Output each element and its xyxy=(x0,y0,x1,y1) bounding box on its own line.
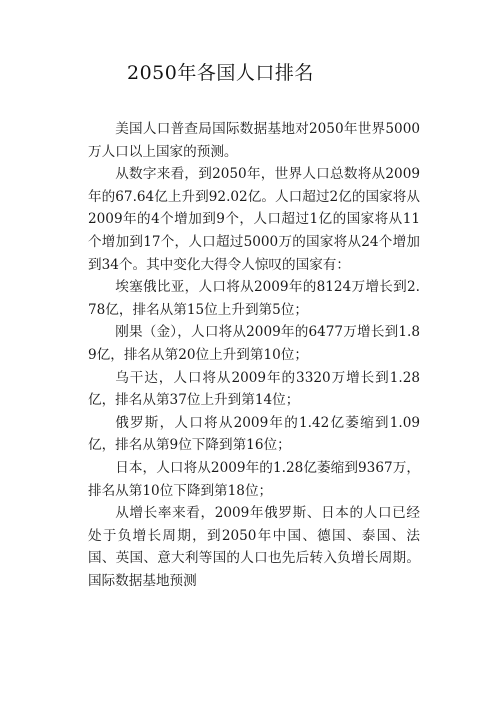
document-body xyxy=(88,118,420,592)
paragraph-ethiopia: 埃塞俄比亚，人口将从2009年的8124万增长到2.78亿，排名从第15位上升到第5位； xyxy=(88,279,420,318)
paragraph-japan: 日本，人口将从2009年的1.28亿萎缩到9367万，排名从第10位下降到第18位； xyxy=(88,459,420,499)
paragraph-congo: 刚果（金），人口将从2009年的6477万增长到1.89亿，排名从第20位上升到第10位； xyxy=(88,324,420,363)
paragraph-growth-rate: 从增长率来看，2009年俄罗斯、日本的人口已经处于负增长周期，到2050年中国、德国、泰国、法国、英国、意大利等国的人口也先后转入负增长周期。国际数据基地预测 xyxy=(88,505,420,589)
paragraph-russia: 俄罗斯，人口将从2009年的1.42亿萎缩到1.09亿，排名从第9位下降到第16位； xyxy=(88,414,420,454)
paragraph-uganda: 乌干达，人口将从2009年的3320万增长到1.28亿，排名从第37位上升到第14位； xyxy=(88,369,420,409)
paragraph-intro: 美国人口普查局国际数据基地对2050年世界5000万人口以上国家的预测。 xyxy=(88,121,420,160)
paragraph-overview: 从数字来看，到2050年，世界人口总数将从2009年的67.64亿上升到92.02亿。人口超过2亿的国家将从2009年的4个增加到9个，人口超过1亿的国家将从11个增加到17个，人口超过5000万的国家将从24个增加到34个。其中变化大得令人惊叹的国家有： xyxy=(88,166,420,273)
document-title: 2050年各国人口排名 xyxy=(127,62,314,84)
